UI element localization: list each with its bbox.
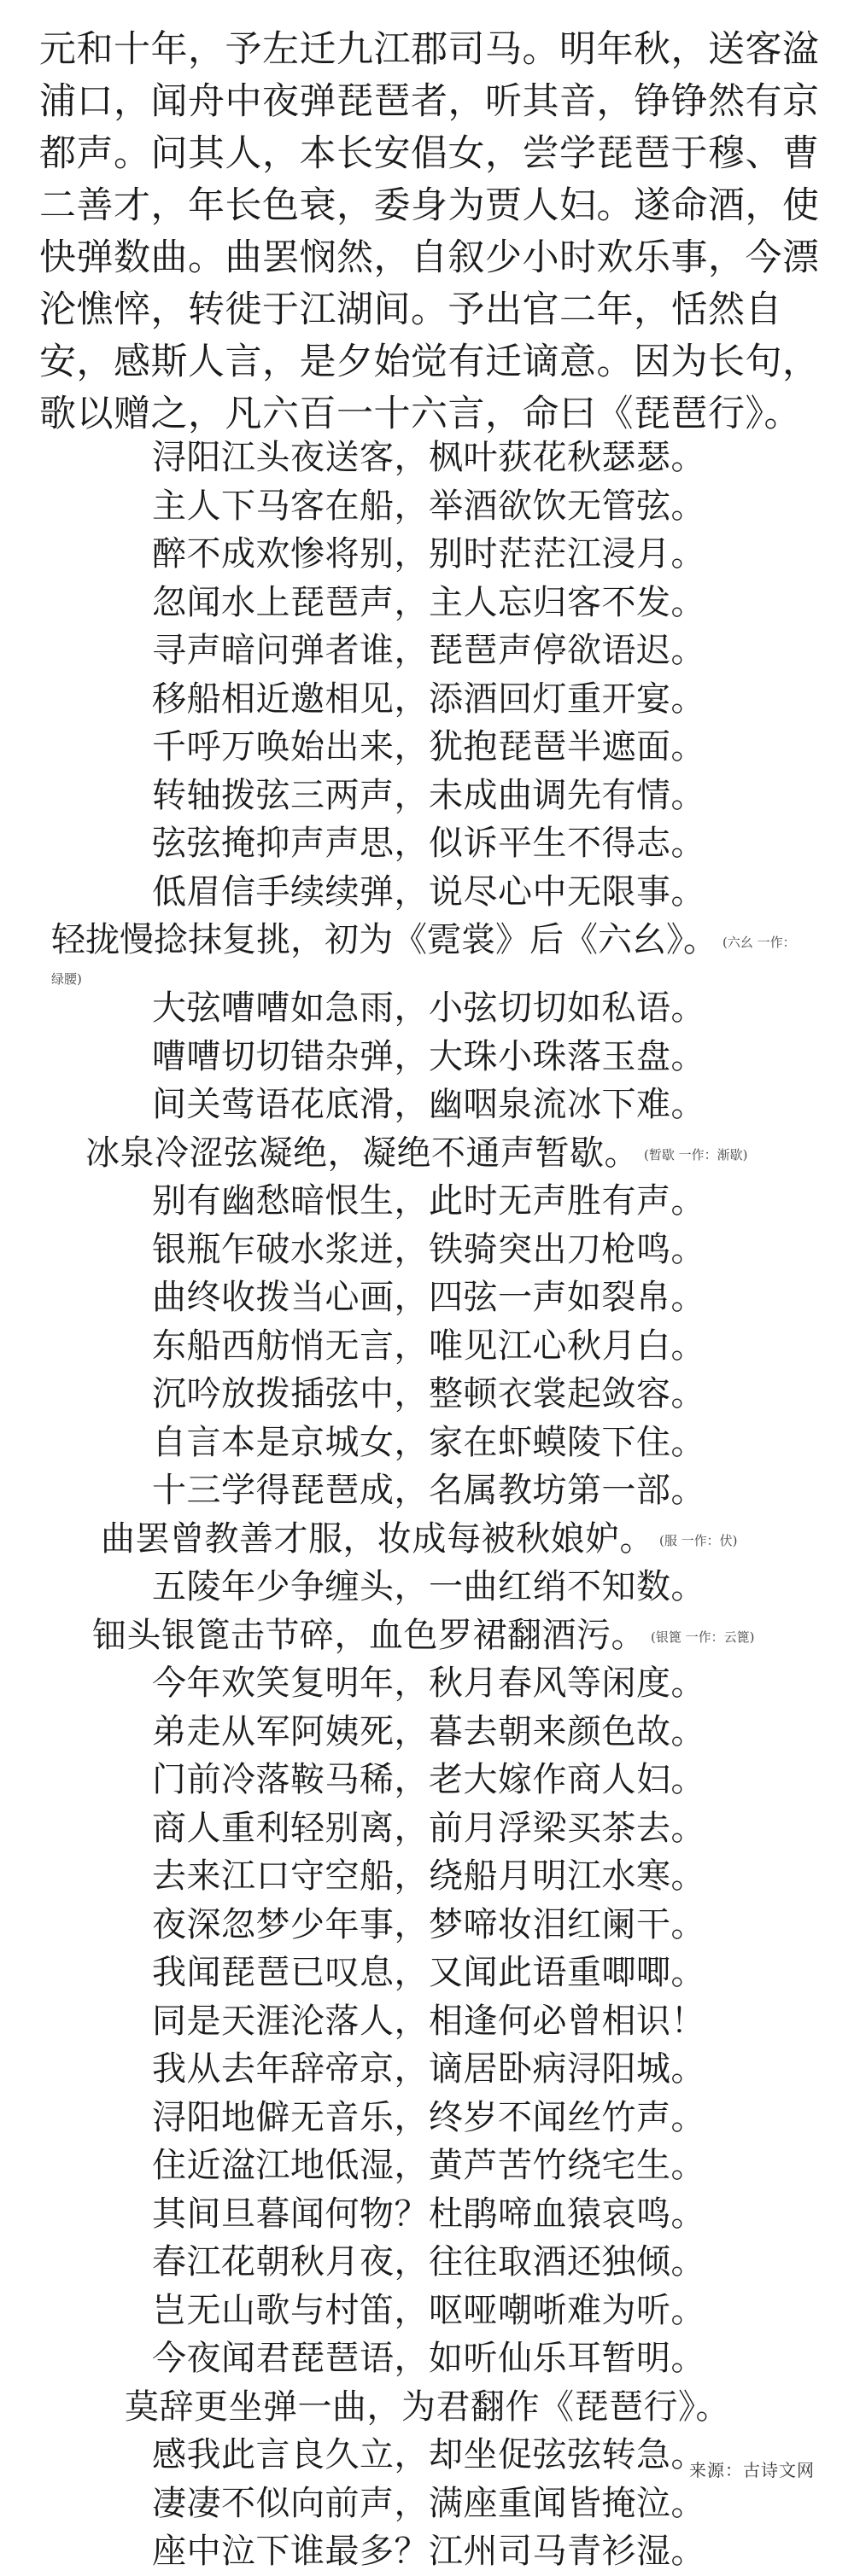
poem-line: 忽闻水上琵琶声，主人忘归客不发。 — [152, 582, 705, 622]
annotation: (服 一作：伏) — [659, 1533, 738, 1549]
poem-line: 十三学得琵琶成，名属教坊第一部。 — [152, 1471, 705, 1510]
poem-line: 岂无山歌与村笛，呕哑嘲哳难为听。 — [152, 2290, 705, 2330]
poem-line: 同是天涯沦落人，相逢何必曾相识！ — [152, 2001, 705, 2041]
poem-line: 别有幽愁暗恨生，此时无声胜有声。 — [152, 1181, 705, 1221]
poem-line: 莫辞更坐弹一曲，为君翻作《琵琶行》。 — [125, 2387, 730, 2427]
poem — [0, 434, 854, 2576]
poem-line-annotated — [0, 1515, 854, 1564]
poem-line: 夜深忽梦少年事，梦啼妆泪红阑干。 — [152, 1904, 705, 1944]
poem-line: 座中泣下谁最多？江州司马青衫湿。 — [152, 2532, 705, 2571]
preface — [39, 24, 834, 440]
poem-line: 寻声暗问弹者谁，琵琶声停欲语迟。 — [152, 631, 705, 670]
poem-line: 间关莺语花底滑，幽咽泉流冰下难。 — [152, 1085, 705, 1124]
poem-line: 主人下马客在船，举酒欲饮无管弦。 — [152, 486, 705, 526]
poem-line: 自言本是京城女，家在虾蟆陵下住。 — [152, 1422, 705, 1462]
annotation-continued: 绿腰) — [51, 971, 82, 987]
poem-line: 浔阳地僻无音乐，终岁不闻丝竹声。 — [152, 2097, 705, 2137]
poem-line: 我从去年辞帝京，谪居卧病浔阳城。 — [152, 2049, 705, 2089]
poem-line: 今年欢笑复明年，秋月春风等闲度。 — [152, 1664, 705, 1703]
poem-line: 千呼万唤始出来，犹抱琵琶半遮面。 — [152, 727, 705, 766]
poem-line: 沉吟放拨插弦中，整顿衣裳起敛容。 — [152, 1374, 705, 1413]
poem-line-annotated — [0, 916, 854, 987]
poem-line: 去来江口守空船，绕船月明江水寒。 — [152, 1856, 705, 1896]
poem-line: 东船西舫悄无言，唯见江心秋月白。 — [152, 1326, 705, 1366]
poem-line-text: 轻拢慢捻抹复挑，初为《霓裳》后《六幺》。 — [51, 920, 717, 959]
poem-line: 弦弦掩抑声声思，似诉平生不得志。 — [152, 824, 705, 863]
poem-line: 转轴拨弦三两声，未成曲调先有情。 — [152, 775, 705, 815]
poem-line: 移船相近邀相见，添酒回灯重开宴。 — [152, 679, 705, 719]
poem-line-annotated — [0, 1611, 854, 1660]
annotation: (暂歇 一作：渐歇) — [644, 1147, 748, 1163]
poem-line: 感我此言良久立，却坐促弦弦转急。 — [152, 2435, 705, 2474]
poem-line: 其间旦暮闻何物？杜鹃啼血猿哀鸣。 — [152, 2194, 705, 2234]
poem-line: 浔阳江头夜送客，枫叶荻花秋瑟瑟。 — [152, 438, 705, 477]
poem-line-text: 曲罢曾教善才服，妆成每被秋娘妒。 — [101, 1518, 654, 1559]
poem-line: 银瓶乍破水浆迸，铁骑突出刀枪鸣。 — [152, 1229, 705, 1269]
poem-line: 低眉信手续续弹，说尽心中无限事。 — [152, 871, 705, 912]
poem-line: 春江花朝秋月夜，往往取酒还独倾。 — [152, 2242, 705, 2282]
poem-line: 曲终收拨当心画，四弦一声如裂帛。 — [152, 1278, 705, 1317]
poem-line: 今夜闻君琵琶语，如听仙乐耳暂明。 — [152, 2339, 705, 2378]
poem-line-annotated — [0, 1129, 854, 1178]
poem-line: 大弦嘈嘈如急雨，小弦切切如私语。 — [152, 988, 705, 1028]
poem-line: 弟走从军阿姨死，暮去朝来颜色故。 — [152, 1711, 705, 1751]
poem-line: 五陵年少争缠头，一曲红绡不知数。 — [152, 1567, 705, 1606]
poem-line: 我闻琵琶已叹息，又闻此语重唧唧。 — [152, 1953, 705, 1992]
poem-line: 凄凄不似向前声，满座重闻皆掩泣。 — [152, 2483, 705, 2523]
preface-text: 元和十年，予左迁九江郡司马。明年秋，送客湓浦口，闻舟中夜弹琵琶者，听其音，铮铮然有京都声。问其人，本长安倡女，尝学琵琶于穆、曹二善才，年长色衰，委身为贾人妇。遂命酒，使快弹数曲。曲罢悯然，自叙少小时欢乐事，今漂沦憔悴，转徙于江湖间。予出官二年，恬然自安，感斯人言，是夕始觉有迁谪意。因为长句，歌以赠之，凡六百一十六言，命曰《琵琶行》。 — [39, 28, 820, 435]
poem-line: 住近湓江地低湿，黄芦苦竹绕宅生。 — [152, 2146, 705, 2185]
poem-line: 门前冷落鞍马稀，老大嫁作商人妇。 — [152, 1760, 705, 1799]
annotation: (银篦 一作：云篦) — [651, 1629, 755, 1646]
poem-line: 商人重利轻别离，前月浮梁买茶去。 — [152, 1808, 705, 1848]
source-credit: 来源：古诗文网 — [689, 2460, 815, 2480]
poem-line: 嘈嘈切切错杂弹，大珠小珠落玉盘。 — [152, 1036, 705, 1076]
annotation: (六幺 一作： — [722, 934, 796, 950]
poem-line: 醉不成欢惨将别，别时茫茫江浸月。 — [152, 534, 705, 574]
poem-line-text: 钿头银篦击节碎，血色罗裙翻酒污。 — [92, 1615, 646, 1655]
poem-line-text: 冰泉冷涩弦凝绝，凝绝不通声暂歇。 — [85, 1133, 639, 1173]
